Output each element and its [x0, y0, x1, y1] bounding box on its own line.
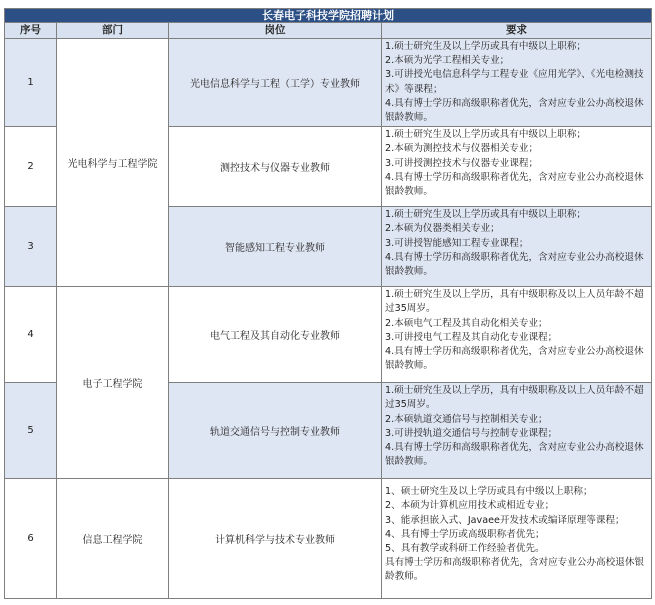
row-requirements — [382, 287, 652, 383]
row-position: 智能感知工程专业教师 — [169, 207, 382, 287]
row-requirements — [382, 479, 652, 599]
requirement-line: 4.具有博士学历和高级职称者优先，含对应专业公办高校退休银龄教师。 — [385, 442, 644, 468]
header-index: 序号 — [5, 23, 57, 39]
row-index: 1 — [5, 39, 57, 127]
header-requirements: 要求 — [382, 23, 652, 39]
requirement-line: 1.硕士研究生及以上学历，具有中级职称及以上人员年龄不超过35周岁。 — [385, 385, 644, 411]
requirement-line: 4.具有博士学历和高级职称者优先，含对应专业公办高校退休银龄教师。 — [385, 171, 644, 198]
requirement-line: 4.具有博士学历和高级职称者优先，含对应专业公办高校退休银龄教师。 — [385, 97, 644, 124]
dept-cell: 光电科学与工程学院 — [57, 39, 169, 287]
requirement-line: 2.本硕轨道交通信号与控制相关专业； — [385, 413, 548, 425]
row-position: 光电信息科学与工程（工学）专业教师 — [169, 39, 382, 127]
requirement-line: 2.本硕电气工程及其自动化相关专业； — [385, 317, 548, 329]
requirement-line: 1.硕士研究生及以上学历，具有中级职称及以上人员年龄不超过35周岁。 — [385, 289, 644, 315]
requirement-line: 1.硕士研究生及以上学历或具有中级以上职称； — [385, 209, 587, 221]
row-requirements — [382, 207, 652, 287]
requirement-line: 3、能承担嵌入式、Javaee开发技术或编译原理等课程； — [385, 514, 625, 526]
row-position: 测控技术与仪器专业教师 — [169, 127, 382, 207]
requirement-line: 4、具有博士学历或高级职称者优先； — [385, 528, 545, 540]
requirement-line: 5、具有教学或科研工作经验者优先。 — [385, 543, 545, 555]
requirement-line: 具有博士学历和高级职称者优先，含对应专业公办高校退休银龄教师。 — [385, 557, 645, 583]
recruitment-table — [4, 8, 652, 599]
row-index: 4 — [5, 287, 57, 383]
requirement-line: 1.硕士研究生及以上学历或具有中级以上职称； — [385, 129, 587, 141]
table-row — [5, 479, 652, 599]
table-row — [5, 39, 652, 127]
requirement-line: 2.本硕为测控技术与仪器相关专业； — [385, 143, 539, 155]
requirement-line: 2.本硕为仪器类相关专业； — [385, 223, 500, 235]
row-index: 3 — [5, 207, 57, 287]
row-index: 5 — [5, 383, 57, 479]
row-requirements — [382, 127, 652, 207]
requirement-line: 2、本硕为计算机应用技术或相近专业； — [385, 500, 555, 512]
header-position: 岗位 — [169, 23, 382, 39]
row-position: 电气工程及其自动化专业教师 — [169, 287, 382, 383]
requirement-line: 4.具有博士学历和高级职称者优先，含对应专业公办高校退休银龄教师。 — [385, 251, 644, 278]
requirement-line: 3.可讲授测控技术与仪器专业课程； — [385, 157, 539, 169]
requirement-line: 3.可讲授智能感知工程专业课程； — [385, 237, 529, 249]
row-index: 2 — [5, 127, 57, 207]
row-position: 轨道交通信号与控制专业教师 — [169, 383, 382, 479]
header-dept: 部门 — [57, 23, 169, 39]
title-row — [5, 9, 652, 23]
requirement-line: 3.可讲授光电信息科学与工程专业《应用光学》、《光电检测技术》等课程； — [385, 69, 644, 95]
table-title: 长春电子科技学院招聘计划 — [5, 9, 652, 23]
requirement-line: 1.硕士研究生及以上学历或具有中级以上职称； — [385, 41, 587, 52]
requirement-line: 4.具有博士学历和高级职称者优先，含对应专业公办高校退休银龄教师。 — [385, 346, 644, 372]
row-position: 计算机科学与技术专业教师 — [169, 479, 382, 599]
row-index: 6 — [5, 479, 57, 599]
table-row — [5, 287, 652, 383]
row-requirements — [382, 383, 652, 479]
requirement-line: 1、硕士研究生及以上学历或具有中级以上职称； — [385, 486, 593, 498]
requirement-line: 3.可讲授电气工程及其自动化专业课程； — [385, 331, 558, 343]
requirement-line: 2.本硕为光学工程相关专业； — [385, 55, 510, 67]
header-row — [5, 23, 652, 39]
dept-cell: 信息工程学院 — [57, 479, 169, 599]
dept-cell: 电子工程学院 — [57, 287, 169, 479]
requirement-line: 3.可讲授轨道交通信号与控制专业课程； — [385, 427, 558, 439]
row-requirements — [382, 39, 652, 127]
